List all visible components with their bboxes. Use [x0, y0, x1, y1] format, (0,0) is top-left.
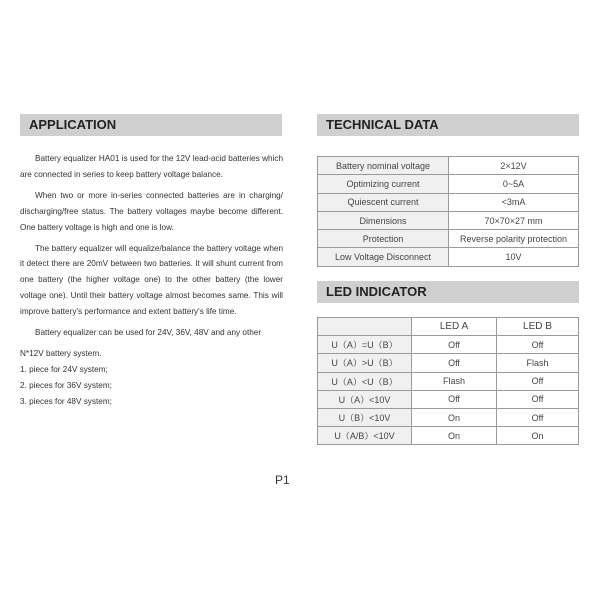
table-row	[318, 390, 579, 408]
table-row	[318, 248, 579, 266]
tech-key-cell: Quiescent current	[318, 193, 449, 211]
application-paragraph-1: Battery equalizer HA01 is used for the 12V lead-acid batteries which are connected in series to keep battery voltage balance.	[20, 154, 283, 179]
tech-value-cell: 0~5A	[449, 175, 579, 193]
tech-value-cell: 2×12V	[449, 157, 579, 175]
application-line-36v: 2. pieces for 36V system;	[20, 380, 112, 390]
page-number: P1	[275, 473, 290, 487]
table-row	[318, 372, 579, 390]
led-indicator-heading: LED INDICATOR	[317, 281, 579, 303]
table-header-row	[318, 318, 579, 336]
led-condition-cell: U（A/B）<10V	[318, 427, 412, 445]
tech-value-cell: <3mA	[449, 193, 579, 211]
led-a-cell: Off	[412, 354, 497, 372]
tech-key-cell: Low Voltage Disconnect	[318, 248, 449, 266]
tech-key-cell: Battery nominal voltage	[318, 157, 449, 175]
table-row	[318, 175, 579, 193]
table-row	[318, 193, 579, 211]
table-row	[318, 211, 579, 229]
led-a-cell: Off	[412, 336, 497, 354]
application-line-system: N*12V battery system.	[20, 348, 102, 358]
table-row	[318, 336, 579, 354]
led-b-cell: Flash	[497, 354, 579, 372]
led-b-cell: Off	[497, 408, 579, 426]
application-line-24v: 1. piece for 24V system;	[20, 364, 108, 374]
led-b-cell: Off	[497, 372, 579, 390]
application-text	[20, 151, 283, 410]
led-condition-cell: U（A）<10V	[318, 390, 412, 408]
technical-data-table	[317, 156, 579, 267]
led-header-a: LED A	[412, 318, 497, 336]
application-line-48v: 3. pieces for 48V system;	[20, 396, 112, 406]
led-a-cell: On	[412, 408, 497, 426]
table-row	[318, 427, 579, 445]
tech-value-cell: 70×70×27 mm	[449, 211, 579, 229]
led-indicator-table	[317, 317, 579, 445]
table-row	[318, 230, 579, 248]
led-condition-cell: U（A）<U（B）	[318, 372, 412, 390]
led-condition-cell: U（A）>U（B）	[318, 354, 412, 372]
application-paragraph-2: When two or more in-series connected batteries are in charging/ discharging/free status. The battery voltages maybe become different. One battery voltage is high and one is low.	[20, 190, 283, 232]
led-a-cell: Off	[412, 390, 497, 408]
led-b-cell: Off	[497, 336, 579, 354]
led-condition-cell: U（B）<10V	[318, 408, 412, 426]
application-heading: APPLICATION	[20, 114, 282, 136]
table-row	[318, 408, 579, 426]
led-header-b: LED B	[497, 318, 579, 336]
application-paragraph-3: The battery equalizer will equalize/balance the battery voltage when it detect there are 20mV between two batteries. It will shunt current from one battery (the higher voltage one) to the other battery (the lower voltage one). Until their battery voltage almost becomes same. This will improve battery's performance and extent battery's life time.	[20, 243, 283, 317]
led-a-cell: Flash	[412, 372, 497, 390]
tech-key-cell: Protection	[318, 230, 449, 248]
table-row	[318, 354, 579, 372]
led-header-condition	[318, 318, 412, 336]
tech-value-cell: Reverse polarity protection	[449, 230, 579, 248]
tech-key-cell: Optimizing current	[318, 175, 449, 193]
led-a-cell: On	[412, 427, 497, 445]
led-b-cell: Off	[497, 390, 579, 408]
tech-key-cell: Dimensions	[318, 211, 449, 229]
application-paragraph-4: Battery equalizer can be used for 24V, 36V, 48V and any other	[35, 328, 262, 338]
technical-data-heading: TECHNICAL DATA	[317, 114, 579, 136]
led-b-cell: On	[497, 427, 579, 445]
led-condition-cell: U（A）=U（B）	[318, 336, 412, 354]
table-row	[318, 157, 579, 175]
tech-value-cell: 10V	[449, 248, 579, 266]
